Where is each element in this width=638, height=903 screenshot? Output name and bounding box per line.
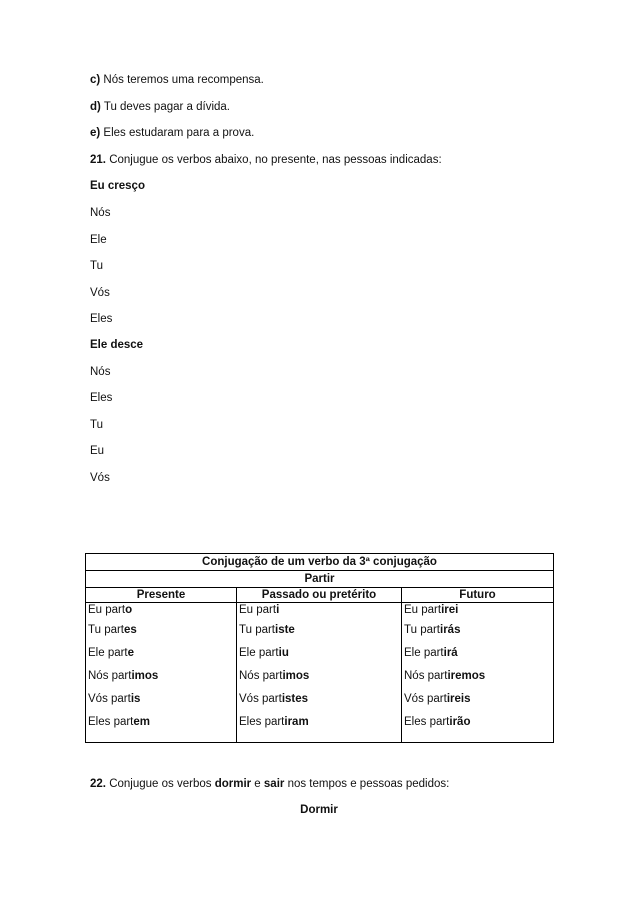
cell: Eu partirei	[402, 603, 554, 624]
column-header-futuro: Futuro	[402, 588, 554, 603]
group1-person: Ele	[90, 234, 107, 246]
cell: Nós partimos	[86, 669, 237, 692]
table-row	[86, 646, 554, 669]
group1-person: Eles	[90, 313, 113, 325]
cell: Tu partirás	[402, 623, 554, 646]
cell: Vós partistes	[237, 692, 402, 715]
dormir-title: Dormir	[300, 804, 338, 816]
question-21: 21. Conjugue os verbos abaixo, no presente, nas pessoas indicadas:	[90, 154, 442, 166]
column-header-passado: Passado ou pretérito	[237, 588, 402, 603]
column-header-presente: Presente	[86, 588, 237, 603]
cell: Eu parti	[237, 603, 402, 624]
table-verb: Partir	[86, 571, 554, 588]
table-row	[86, 692, 554, 715]
table-row	[86, 715, 554, 743]
cell: Eu parto	[86, 603, 237, 624]
question-22: 22. Conjugue os verbos dormir e sair nos tempos e pessoas pedidos:	[90, 778, 450, 790]
item-c: c) Nós teremos uma recompensa.	[90, 74, 264, 86]
cell: Eles partirão	[402, 715, 554, 743]
group1-title: Eu cresço	[90, 180, 145, 192]
cell: Tu partiste	[237, 623, 402, 646]
cell: Ele parte	[86, 646, 237, 669]
cell: Nós partiremos	[402, 669, 554, 692]
table-row	[86, 603, 554, 624]
group1-person: Nós	[90, 207, 111, 219]
cell: Ele partiu	[237, 646, 402, 669]
item-e: e) Eles estudaram para a prova.	[90, 127, 255, 139]
conjugation-table	[85, 553, 554, 743]
cell: Vós partis	[86, 692, 237, 715]
cell: Tu partes	[86, 623, 237, 646]
group2-person: Eu	[90, 445, 105, 457]
table-title: Conjugação de um verbo da 3ª conjugação	[86, 554, 554, 571]
table-row	[86, 623, 554, 646]
group2-title: Ele desce	[90, 339, 144, 351]
group2-person: Nós	[90, 366, 111, 378]
group2-person: Vós	[90, 472, 110, 484]
item-d: d) Tu deves pagar a dívida.	[90, 101, 230, 113]
group1-person: Vós	[90, 287, 110, 299]
table-row	[86, 669, 554, 692]
group2-person: Eles	[90, 392, 113, 404]
cell: Eles partiram	[237, 715, 402, 743]
group1-person: Tu	[90, 260, 103, 272]
cell: Vós partireis	[402, 692, 554, 715]
cell: Eles partem	[86, 715, 237, 743]
cell: Ele partirá	[402, 646, 554, 669]
cell: Nós partimos	[237, 669, 402, 692]
group2-person: Tu	[90, 419, 103, 431]
